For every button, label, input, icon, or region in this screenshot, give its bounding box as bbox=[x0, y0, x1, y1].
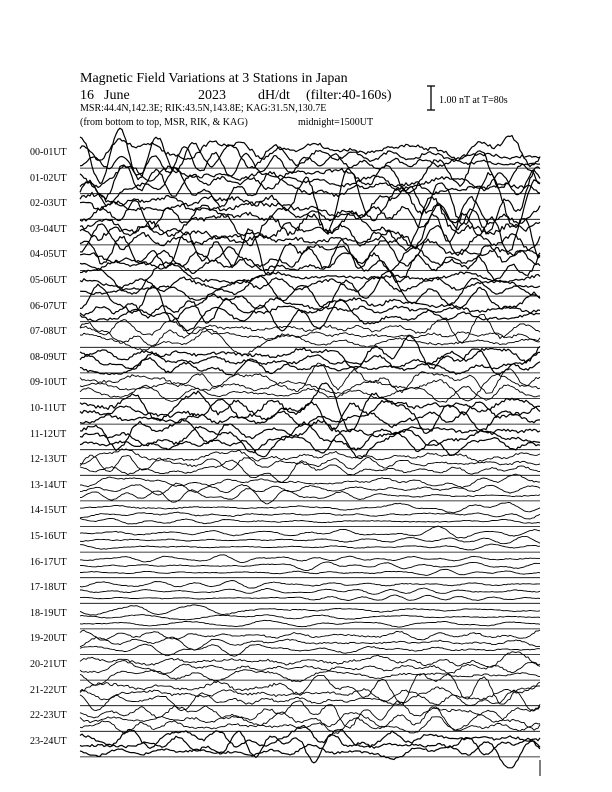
trace-rik bbox=[80, 455, 540, 471]
hour-label: 01-02UT bbox=[30, 172, 67, 184]
station-traces bbox=[80, 128, 540, 776]
hour-label: 20-21UT bbox=[30, 659, 67, 670]
trace-msr bbox=[80, 544, 540, 550]
trace-kag bbox=[80, 449, 540, 464]
trace-kag bbox=[80, 284, 540, 322]
trace-kag bbox=[80, 673, 540, 704]
trace-msr bbox=[80, 670, 540, 685]
scale-bar-label: 1.00 nT at T=80s bbox=[439, 95, 508, 106]
scale-bar bbox=[427, 86, 435, 110]
trace-rik bbox=[80, 661, 540, 675]
hour-label: 02-03UT bbox=[30, 198, 67, 210]
trace-rik bbox=[80, 536, 540, 543]
trace-msr bbox=[80, 433, 540, 458]
hour-label: 10-11UT bbox=[30, 403, 67, 414]
chart-title: Magnetic Field Variations at 3 Stations in Japan bbox=[80, 71, 348, 86]
trace-msr bbox=[80, 518, 540, 524]
trace-rik bbox=[80, 239, 540, 271]
quantity-label: dH/dt bbox=[258, 88, 290, 103]
trace-rik bbox=[80, 707, 540, 731]
hour-label: 09-10UT bbox=[30, 377, 67, 389]
date-day: 16 bbox=[80, 88, 94, 103]
hour-label: 11-12UT bbox=[30, 428, 67, 440]
trace-msr bbox=[80, 224, 540, 256]
trace-kag bbox=[80, 555, 540, 563]
trace-msr bbox=[80, 741, 540, 768]
trace-kag bbox=[80, 314, 540, 343]
trace-kag bbox=[80, 630, 540, 640]
hour-label: 05-06UT bbox=[30, 275, 67, 286]
trace-rik bbox=[80, 128, 540, 183]
station-order-note: (from bottom to top, MSR, RIK, & KAG) bbox=[80, 117, 248, 128]
hour-label: 23-24UT bbox=[30, 735, 67, 747]
hour-label: 00-01UT bbox=[30, 147, 67, 158]
hour-label: 21-22UT bbox=[30, 684, 67, 696]
hour-label: 17-18UT bbox=[30, 582, 67, 594]
trace-rik bbox=[80, 588, 540, 594]
trace-rik bbox=[80, 615, 540, 620]
hour-label: 12-13UT bbox=[30, 454, 67, 466]
trace-rik bbox=[80, 399, 540, 433]
hour-label: 03-04UT bbox=[30, 223, 67, 235]
hour-label: 08-09UT bbox=[30, 351, 67, 363]
hour-label: 14-15UT bbox=[30, 505, 67, 517]
hour-label: 13-14UT bbox=[30, 479, 67, 491]
hour-label: 06-07UT bbox=[30, 300, 67, 312]
trace-msr bbox=[80, 595, 540, 600]
hour-label: 15-16UT bbox=[30, 531, 67, 542]
trace-kag bbox=[80, 503, 540, 513]
trace-msr bbox=[80, 620, 540, 627]
hour-label: 22-23UT bbox=[30, 710, 67, 722]
trace-rik bbox=[80, 637, 540, 650]
midnight-note: midnight=1500UT bbox=[298, 117, 374, 128]
trace-rik bbox=[80, 731, 540, 763]
trace-kag bbox=[80, 581, 540, 589]
trace-kag bbox=[80, 701, 540, 729]
trace-kag bbox=[80, 605, 540, 615]
filter-label: (filter:40-160s) bbox=[306, 88, 392, 103]
date-month: June bbox=[104, 88, 130, 103]
trace-msr bbox=[80, 300, 540, 331]
hour-label: 19-20UT bbox=[30, 633, 67, 645]
hour-label: 18-19UT bbox=[30, 607, 67, 619]
date-year: 2023 bbox=[198, 88, 226, 103]
hour-label: 07-08UT bbox=[30, 326, 67, 338]
hour-label: 04-05UT bbox=[30, 249, 67, 261]
trace-kag bbox=[80, 335, 540, 369]
trace-kag bbox=[80, 419, 540, 451]
trace-msr bbox=[80, 569, 540, 575]
trace-rik bbox=[80, 562, 540, 571]
trace-rik bbox=[80, 512, 540, 519]
station-coordinates: MSR:44.4N,142.3E; RIK:43.5N,143.8E; KAG:31.5N,130.7E bbox=[80, 103, 327, 114]
hour-label: 16-17UT bbox=[30, 556, 67, 568]
trace-kag bbox=[80, 526, 540, 538]
